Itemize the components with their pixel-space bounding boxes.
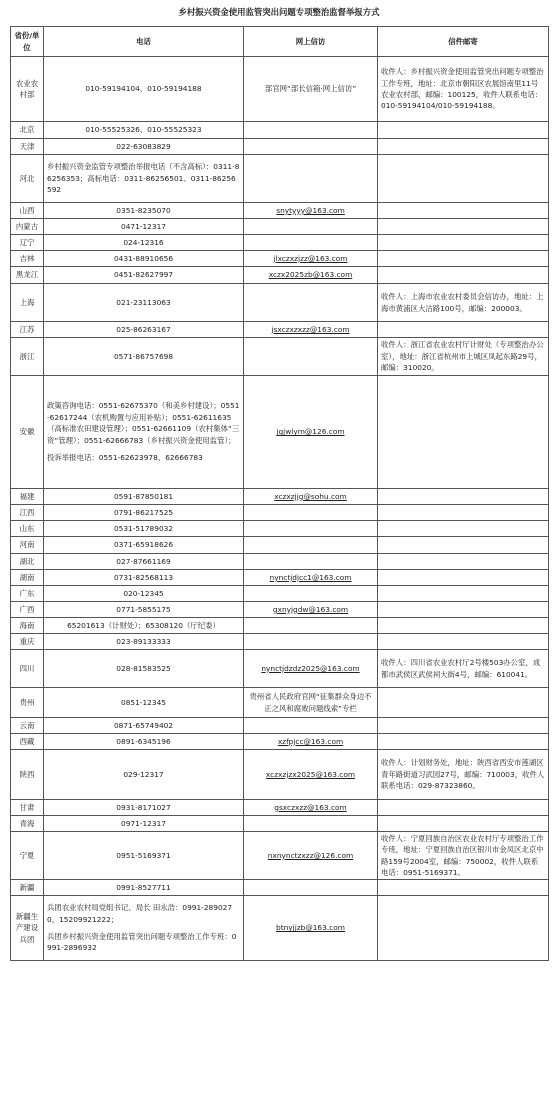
phone-line: 029-12317: [123, 769, 164, 779]
cell-online-email: [244, 489, 378, 505]
email-link[interactable]: btnyjjzb@163.com: [276, 923, 345, 933]
email-link[interactable]: nynctjdjcc1@163.com: [269, 572, 352, 582]
cell-mail: [378, 235, 549, 251]
cell-province: 福建: [11, 489, 44, 505]
phone-line: 0371-65918626: [113, 540, 174, 550]
cell-phone: [44, 251, 244, 267]
cell-online-email: [244, 267, 378, 284]
table-row: [11, 235, 549, 251]
cell-province: 湖北: [11, 554, 44, 570]
cell-mail: [378, 505, 549, 521]
table-row: [11, 734, 549, 750]
cell-phone: [44, 816, 244, 832]
cell-online-email: [244, 750, 378, 800]
cell-province: 北京: [11, 122, 44, 139]
cell-phone: [44, 734, 244, 750]
cell-mail: [378, 554, 549, 570]
cell-province: 辽宁: [11, 235, 44, 251]
cell-phone: [44, 602, 244, 618]
phone-line: 021-23113063: [116, 297, 171, 307]
cell-online: [244, 57, 378, 122]
table-row: [11, 816, 549, 832]
table-row: [11, 688, 549, 718]
cell-province: 河南: [11, 537, 44, 554]
cell-mail: [378, 521, 549, 537]
cell-online: [244, 521, 378, 537]
email-link[interactable]: gsxczxzz@163.com: [274, 802, 347, 812]
cell-online: [244, 816, 378, 832]
table-row: [11, 338, 549, 376]
cell-phone: [44, 634, 244, 650]
cell-phone: [44, 338, 244, 376]
email-link[interactable]: nxnynctzxzz@126.com: [267, 850, 354, 860]
cell-online-email: [244, 251, 378, 267]
table-row: [11, 896, 549, 961]
phone-line: 0871-65749402: [113, 720, 174, 730]
phone-line: 0571-86757698: [113, 351, 174, 361]
phone-line: 0951-5169371: [116, 850, 171, 860]
cell-province: 农业农村部: [11, 57, 44, 122]
cell-phone: [44, 650, 244, 688]
cell-province: 云南: [11, 718, 44, 734]
cell-mail: [378, 816, 549, 832]
cell-mail: [378, 376, 549, 489]
cell-province: 内蒙古: [11, 219, 44, 235]
table-row: [11, 521, 549, 537]
header-phone: 电话: [44, 27, 244, 57]
phone-line: 兵团农业农村局党组书记、局长 田永浩：0991-2890270，15209921222；: [47, 903, 233, 924]
cell-mail: [378, 634, 549, 650]
cell-online: [244, 155, 378, 203]
email-link[interactable]: snytyyy@163.com: [276, 205, 345, 215]
table-row: [11, 489, 549, 505]
header-online: 网上信访: [244, 27, 378, 57]
cell-online-email: [244, 203, 378, 219]
cell-province: 吉林: [11, 251, 44, 267]
cell-mail: [378, 139, 549, 155]
phone-line: 65201613（计财处）；65308120（厅纪委）: [67, 620, 220, 630]
cell-online: [244, 505, 378, 521]
cell-phone: [44, 122, 244, 139]
table-body: [11, 57, 549, 961]
cell-phone: [44, 570, 244, 586]
phone-line: 0591-87850181: [113, 491, 174, 501]
cell-mail: 收件人：宁夏回族自治区农业农村厅专项整治工作专班，地址：宁夏回族自治区银川市金凤区北京中路159号2004室，邮编：750002，收件人联系电话：0951-5169371。: [378, 832, 549, 880]
cell-province: 山东: [11, 521, 44, 537]
email-link[interactable]: jsxczxzxzz@163.com: [271, 324, 350, 334]
cell-phone: [44, 155, 244, 203]
cell-mail: [378, 322, 549, 338]
email-link[interactable]: nynctjdzdz2025@163.com: [261, 663, 360, 673]
cell-mail: 收件人：上海市农业农村委员会信访办，地址：上海市黄浦区大沽路100号，邮编：200003。: [378, 284, 549, 322]
cell-province: 江西: [11, 505, 44, 521]
phone-line: 0531-51789032: [113, 523, 174, 533]
cell-mail: [378, 570, 549, 586]
email-link[interactable]: jlxczxzjzz@163.com: [273, 253, 348, 263]
cell-online-email: [244, 602, 378, 618]
cell-mail: [378, 155, 549, 203]
cell-phone: [44, 57, 244, 122]
cell-mail: 收件人：计划财务处，地址：陕西省西安市莲湖区青年路街道习武园27号，邮编：710003，收件人联系电话：029-87323860。: [378, 750, 549, 800]
cell-mail: [378, 586, 549, 602]
cell-mail: [378, 734, 549, 750]
table-row: [11, 284, 549, 322]
cell-online: [244, 122, 378, 139]
cell-phone: [44, 554, 244, 570]
cell-mail: [378, 122, 549, 139]
phone-line: 0731-82568113: [113, 572, 174, 582]
table-row: [11, 139, 549, 155]
phone-line: 024-12316: [123, 237, 164, 247]
cell-province: 江苏: [11, 322, 44, 338]
cell-mail: [378, 618, 549, 634]
phone-line: 010-55525326、010-55525323: [85, 125, 202, 135]
cell-mail: [378, 267, 549, 284]
table-row: [11, 832, 549, 880]
phone-line: 乡村振兴资金监管专项整治举报电话（不含高标）：0311-86256353；高标电话：0311-86256501、0311-86256592: [47, 162, 240, 195]
cell-mail: [378, 537, 549, 554]
phone-line: 0471-12317: [121, 221, 166, 231]
cell-province: 新疆生产建设兵团: [11, 896, 44, 961]
phone-line: 0451-82627997: [113, 270, 174, 280]
phone-line: 023-89133333: [116, 636, 171, 646]
phone-line: 027-87661169: [116, 556, 171, 566]
table-row: [11, 570, 549, 586]
cell-phone: [44, 618, 244, 634]
cell-province: 西藏: [11, 734, 44, 750]
cell-mail: [378, 880, 549, 896]
table-row: [11, 376, 549, 489]
cell-online: [244, 586, 378, 602]
email-link[interactable]: xzfpjcc@163.com: [277, 736, 344, 746]
header-province: 省份/单位: [11, 27, 44, 57]
cell-province: 重庆: [11, 634, 44, 650]
cell-phone: [44, 800, 244, 816]
cell-mail: 收件人：乡村振兴资金使用监管突出问题专项整治工作专班，地址：北京市朝阳区农展馆南里11号农业农村部，邮编：100125，收件人联系电话：010-59194104/010-59194188。: [378, 57, 549, 122]
cell-phone: [44, 219, 244, 235]
cell-mail: [378, 602, 549, 618]
cell-online: [244, 139, 378, 155]
phone-line: 010-59194104、010-59194188: [85, 84, 202, 94]
cell-online: [244, 618, 378, 634]
cell-phone: [44, 718, 244, 734]
table-row: [11, 203, 549, 219]
cell-online-email: [244, 650, 378, 688]
phone-line: 0971-12317: [121, 818, 166, 828]
phone-line: 0431-88910656: [113, 253, 174, 263]
cell-phone: [44, 896, 244, 961]
phone-line: 028-81583525: [116, 663, 171, 673]
table-row: [11, 57, 549, 122]
cell-online-email: [244, 896, 378, 961]
cell-mail: [378, 718, 549, 734]
table-row: [11, 750, 549, 800]
cell-phone: [44, 235, 244, 251]
table-row: [11, 880, 549, 896]
cell-online-email: [244, 832, 378, 880]
cell-mail: [378, 896, 549, 961]
email-link[interactable]: xczxzjzx2025@163.com: [265, 769, 356, 779]
report-contacts-table: [10, 26, 549, 961]
online-text: 贵州省人民政府官网“征集群众身边不正之风和腐败问题线索”专栏: [249, 692, 372, 713]
cell-phone: [44, 139, 244, 155]
cell-online: [244, 718, 378, 734]
phone-line: 020-12345: [123, 588, 164, 598]
cell-phone: [44, 586, 244, 602]
document-title: 乡村振兴资金使用监管突出问题专项整治监督举报方式: [178, 7, 380, 17]
cell-online: [244, 219, 378, 235]
cell-online-email: [244, 322, 378, 338]
cell-online-email: [244, 376, 378, 489]
phone-line: 投诉举报电话：0551-62623978、62666783: [47, 453, 203, 463]
table-row: [11, 537, 549, 554]
email-link[interactable]: xczx2025zb@163.com: [268, 270, 353, 280]
table-row: [11, 505, 549, 521]
phone-line: 025-86263167: [116, 324, 171, 334]
phone-line: 0351-8235070: [116, 205, 171, 215]
cell-province: 广东: [11, 586, 44, 602]
online-text: 部官网“部长信箱·网上信访”: [264, 84, 357, 94]
cell-mail: [378, 688, 549, 718]
table-row: [11, 602, 549, 618]
cell-phone: [44, 688, 244, 718]
phone-line: 兵团乡村振兴资金使用监管突出问题专项整治工作专班：0991-2896932: [47, 932, 237, 953]
email-link[interactable]: jgjwlym@126.com: [276, 427, 345, 437]
phone-line: 0891-6345196: [116, 736, 171, 746]
cell-phone: [44, 505, 244, 521]
cell-mail: [378, 219, 549, 235]
cell-province: 上海: [11, 284, 44, 322]
cell-phone: [44, 322, 244, 338]
email-link[interactable]: gxnyjgdw@163.com: [272, 604, 349, 614]
cell-province: 新疆: [11, 880, 44, 896]
cell-online-email: [244, 570, 378, 586]
cell-phone: [44, 880, 244, 896]
phone-line: 政策咨询电话：0551-62675370（和美乡村建设）；0551-62617244（农机购置与应用补贴）；0551-62611635（高标准农田建设管理）；0551-62661109（农村集体“三资”管理）；0551-62666783（乡村振兴资金使用监管）；: [47, 401, 240, 445]
header-mail: 信件邮寄: [378, 27, 549, 57]
cell-province: 安徽: [11, 376, 44, 489]
email-link[interactable]: xczxzjjg@sohu.com: [274, 491, 347, 501]
cell-province: 宁夏: [11, 832, 44, 880]
cell-province: 四川: [11, 650, 44, 688]
cell-online: [244, 554, 378, 570]
phone-line: 0791-86217525: [113, 507, 174, 517]
table-row: [11, 554, 549, 570]
cell-phone: [44, 832, 244, 880]
cell-mail: [378, 203, 549, 219]
table-row: [11, 634, 549, 650]
cell-province: 海南: [11, 618, 44, 634]
table-row: [11, 219, 549, 235]
cell-province: 河北: [11, 155, 44, 203]
phone-line: 0771-5855175: [116, 604, 171, 614]
phone-line: 0851-12345: [121, 697, 166, 707]
table-row: [11, 122, 549, 139]
cell-mail: 收件人：四川省农业农村厅2号楼503办公室，成都市武侯区武侯祠大街4号，邮编：610041。: [378, 650, 549, 688]
table-row: [11, 718, 549, 734]
cell-online: [244, 634, 378, 650]
cell-province: 陕西: [11, 750, 44, 800]
cell-mail: [378, 800, 549, 816]
table-row: [11, 618, 549, 634]
cell-province: 甘肃: [11, 800, 44, 816]
cell-province: 山西: [11, 203, 44, 219]
cell-province: 广西: [11, 602, 44, 618]
table-row: [11, 650, 549, 688]
cell-online: [244, 537, 378, 554]
cell-province: 黑龙江: [11, 267, 44, 284]
phone-line: 0931-8171027: [116, 802, 171, 812]
table-row: [11, 586, 549, 602]
cell-online: [244, 688, 378, 718]
phone-line: 0991-8527711: [116, 882, 171, 892]
cell-phone: [44, 267, 244, 284]
cell-phone: [44, 521, 244, 537]
cell-online: [244, 880, 378, 896]
table-row: [11, 800, 549, 816]
cell-province: 天津: [11, 139, 44, 155]
table-row: [11, 322, 549, 338]
cell-province: 湖南: [11, 570, 44, 586]
cell-phone: [44, 284, 244, 322]
cell-mail: [378, 251, 549, 267]
cell-province: 贵州: [11, 688, 44, 718]
cell-online: [244, 284, 378, 322]
table-row: [11, 251, 549, 267]
cell-province: 青海: [11, 816, 44, 832]
cell-province: 浙江: [11, 338, 44, 376]
cell-phone: [44, 203, 244, 219]
cell-online-email: [244, 800, 378, 816]
cell-phone: [44, 750, 244, 800]
phone-line: 022-63083829: [116, 141, 171, 151]
table-row: [11, 155, 549, 203]
cell-mail: [378, 489, 549, 505]
cell-online-email: [244, 734, 378, 750]
cell-online: [244, 235, 378, 251]
cell-phone: [44, 376, 244, 489]
cell-phone: [44, 537, 244, 554]
cell-mail: 收件人：浙江省农业农村厅计财处（专项整治办公室），地址：浙江省杭州市上城区凤起东路29号，邮编：310020。: [378, 338, 549, 376]
table-row: [11, 267, 549, 284]
cell-online: [244, 338, 378, 376]
table-header-row: [11, 27, 549, 57]
cell-phone: [44, 489, 244, 505]
